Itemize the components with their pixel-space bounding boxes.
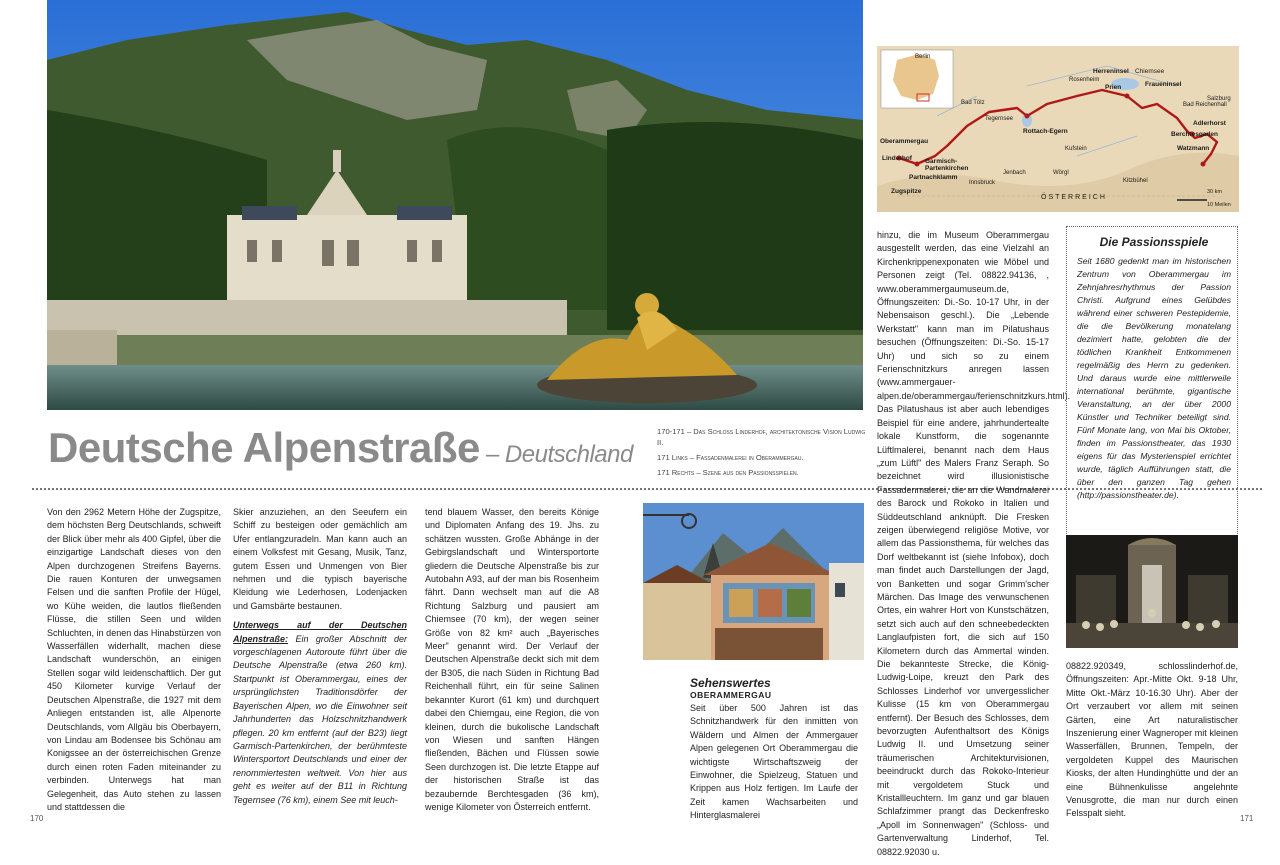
sehenswertes-heading: Sehenswertes	[690, 676, 771, 690]
map-label-kitzbuehel: Kitzbühel	[1123, 178, 1148, 184]
caption-3: 171 Rechts – Szene aus den Passionsspielen.	[657, 468, 799, 477]
map-label-partnachklamm: Partnachklamm	[909, 174, 958, 181]
map-label-chiemsee: Chiemsee	[1135, 68, 1165, 75]
map-label-innsbruck: Innsbruck	[969, 180, 996, 186]
map-label-oesterreich: ÖSTERREICH	[1041, 194, 1107, 201]
col5-paragraph: hinzu, die im Museum Oberammergau ausgestellt werden, das eine Vielzahl an Kirchenkrippenexponaten wie Möbel und Personen zeigt (Tel. 08822.94136, , www.oberammergaumuseum.de, Öffnungszeiten: Di.-So. 10-17 Uhr, in der Nebensaison geschl.). Die „Lebende Werkstatt" kann man im Pilatushaus besuchen (Öffnungszeiten: Di.-So. 15-17 Uhr) und sich so zu einem Ferienschnitzkurs anregen lassen (www.ammergauer-alpen.de/oberammergau/ferienschnitzkurs.html). Das Pilatushaus ist aber auch lebendiges Beispiel für eine andere, jahrhundertealte lokale Kunstform, die sogenannte Lüftlmalerei, benannt nach dem Haus „zum Lüftl" des Malers Franz Seraph. So bezeichnet wird illusionistische Fassadenmalerei, die an die Wandmalerei des Barock und Rokoko in Italien und Süddeutschland anknüpft. Die Fresken zeigen überwiegend religiöse Motive, vor allem das Passionsthema, für welches das Dorf weltbekannt ist (siehe Infobox), doch man findet auch Darstellungen der Jagd, von Banketten und sogar Grimm'scher Märchen. Das Image des verwunschenen Ortes, ein wahrer Hort von Kunstschätzen, setzt sich auch auf den schneebedeckten Langlaufpisten fort, die sich auf 150 Kilometern durch das Ammertal winden. Die bekannteste Strecke, die König-Ludwig-Loipe, kreuzt den Park des Schlosses Linderhof vor unvergesslicher Kulisse (15 km von Oberammergau entfernt). Der Besuch des Schlosses, dem bevorzugten Aufenthaltsort des Königs Ludwig II. und Umsetzung seiner träumerischen Architekturvisionen, beeindruckt durch das Rokoko-Interieur mit vergoldetem Stuck und Kristallleuchtern. Im ganz und gar blauen Schlafzimmer prangt das Deckenfresko „Apoll im Sonnenwagen" (Schloss- und Gartenverwaltung Linderhof, Tel. 08822.92030 u.	[877, 230, 1071, 857]
map-label-jenbach: Jenbach	[1003, 170, 1026, 176]
title-main: Deutsche Alpenstraße	[48, 424, 480, 471]
col6-paragraph: 08822.920349, schlosslinderhof.de, Öffnungszeiten: Apr.-Mitte Okt. 9-18 Uhr, Mitte Okt.-März 10-16.30 Uhr). Aber der Ort verzaubert vor allem mit seinen Gärten, eine Art naturalistischer Inszenierung einer Wagneroper mit kleinen Wasserfällen, Brunnen, Tempeln, der vergoldeten Kuppel des Maurischen Kiosks, der alten Hundinghütte und der an eine Bühnenkulisse angelehnte Venusgrotte, die man nur durch einen Felsspalt sieht.	[1066, 661, 1238, 819]
photo-captions	[657, 426, 867, 482]
map-label-rottach: Rottach-Egern	[1023, 128, 1068, 135]
map-label-badreichenhall: Bad Reichenhall	[1183, 102, 1227, 108]
text-column-2	[233, 506, 407, 813]
oberammergau-facade-photo	[643, 503, 864, 660]
map-label-garmisch: Garmisch-Partenkirchen	[925, 158, 969, 172]
map-label-oberammergau: Oberammergau	[880, 138, 929, 145]
map-label-herreninsel: Herreninsel	[1093, 68, 1129, 75]
col2-subheading: Unterwegs auf der Deutschen Alpenstraße:	[233, 620, 407, 644]
passion-play-photo	[1066, 535, 1238, 648]
col1-paragraph: Von den 2962 Metern Höhe der Zugspitze, dem höchsten Berg Deutschlands, schweift der Blick über mehr als 400 Gipfel, über die einzigartige Landschaft dieses von den Alpen durchzogenen Streifens Bayerns. Die rauen Konturen der unwegsamen Felsen und die sanften Profile der Hügel, wo Kühe weiden, die lautlos fließenden Flüsse, die stillen Seen und wilden Schluchten, in denen das Hinabstürzen von Wasserfällen widerhallt, machen diese Landschaft wunderschön, an einigen Stellen sogar wild leidenschaftlich. Der gut 450 Kilometer kurvige Verlauf der Deutschen Alpenstraße, die 1927 mit dem Anliegen entstanden ist, alle Alpenorte Deutschlands, vom Allgäu bis Oberbayern, von Lindau am Bodensee bis Schönau am Konigssee an der österreichischen Grenze durch einen roten Faden miteinander zu verbinden. Unterwegs hat man Gelegenheit, das Auto stehen zu lassen und stattdessen die	[47, 507, 221, 812]
text-column-3	[425, 506, 599, 820]
page-number-left: 170	[30, 814, 44, 823]
map-label-adlerhorst: Adlerhorst	[1193, 120, 1226, 127]
map-label-salzburg: Salzburg	[1207, 96, 1231, 102]
col3-paragraph: tend blauem Wasser, den bereits Könige und Diplomaten Anfang des 19. Jhs. zu schätzen wussten. Große Abhänge in der Gebirgslandschaft und Wintersportorte gliedern die Deutsche Alpenstraße bis zur Autobahn A93, auf der man bis Rosenheim fährt. Dann wechselt man auf die A8 Richtung Salzburg und pausiert am Chiemsee (70 km), der wegen seiner Größe von 82 km² auch „Bayerisches Meer" genannt wird. Der Verlauf der Deutschen Alpenstraße deckt sich mit dem der B305, die nach Süden in Richtung Bad Reichenhall führt, ein für seine Salinen bekannter Kurort (61 km) und durchquert dabei den Chiemgau, eine Region, die von kleinen, durch die bukolische Landschaft von Wiesen und sanften Hängen fließenden, Bächen und Flüssen sowie Seen durchzogen ist. Die letzte Etappe auf der historischen Straße ist das bezaubernde Berchtesgaden (36 km), wenige Kilometer von Österreich entfernt.	[425, 507, 599, 812]
title-sub: – Deutschland	[485, 441, 633, 468]
route-map	[877, 46, 1239, 212]
map-label-kufstein: Kufstein	[1065, 146, 1087, 152]
caption-2: 171 Links – Fassadenmalerei in Oberammergau.	[657, 453, 804, 462]
linderhof-photo	[47, 0, 863, 410]
col2-paragraph-a: Skier anzuziehen, an den Seeufern ein Schiff zu besteigen oder gemächlich am Ufer entlangzuradeln. Man kann auch an einem Volksfest mit Gesang, Musik, Tanz, gutem Essen und Unmengen von Bier nehmen und die typisch bayerische Kleidung wie Lederhosen, Lodenjacken und Gamsbärte bestaunen.	[233, 507, 407, 611]
map-label-woergl: Wörgl	[1053, 170, 1069, 176]
map-label-badtoelz: Bad Tölz	[961, 100, 985, 106]
col4-paragraph: Seit über 500 Jahren ist das Schnitzhandwerk für den inmitten von Wäldern und Almen der Ammergauer Alpen gelegenen Ort Oberammergau die wichtigste Wirtschaftszweig der Einwohner, die Spielzeug, Statuen und Krippen aus Holz fertigen. Im Laufe der Zeit kamen Wachsarbeiten und Hinterglasmalerei	[690, 703, 858, 821]
page-number-right: 171	[1240, 814, 1254, 823]
map-scale-miles: 10 Meilen	[1207, 202, 1231, 208]
map-label-zugspitze: Zugspitze	[891, 188, 922, 195]
map-label-berchtesgaden: Berchtesgaden	[1171, 131, 1218, 138]
caption-1: 170-171 – Das Schloss Linderhof, architektonische Vision Ludwig II.	[657, 427, 866, 447]
sehenswertes-place: OBERAMMERGAU	[690, 690, 772, 700]
map-label-rosenheim: Rosenheim	[1069, 77, 1100, 83]
col2-paragraph-b-text: Ein großer Abschnitt der vorgeschlagenen Autoroute führt über die Deutsche Alpenstraße (etwa 260 km). Startpunkt ist Oberammergau, eines der ursprünglichsten Traditionsdörfer der Bayerischen Alpen, wo die Einwohner seit Jahrhunderten das Holzschnitzhandwerk pflegen. 20 km entfernt (auf der B23) liegt Garmisch-Partenkirchen, der berühmteste Wintersportort Deutschlands und einer der renommiertesten weltweit. Von hier aus geht es weiter auf der B11 in Richtung Tegernsee (76 km), einem See mit leuch-	[233, 633, 407, 805]
text-column-6	[1066, 660, 1238, 827]
map-label-watzmann: Watzmann	[1177, 145, 1210, 152]
infobox-passionsspiele	[1066, 226, 1238, 556]
sehenswertes-section	[690, 676, 860, 703]
map-label-berlin: Berlin	[915, 54, 931, 60]
infobox-heading: Die Passionsspiele	[1099, 235, 1209, 249]
col2-paragraph-b	[233, 619, 407, 807]
text-column-5	[877, 229, 1071, 865]
map-label-prien: Prien	[1105, 84, 1122, 91]
page-title	[48, 424, 633, 472]
infobox-text: Seit 1680 gedenkt man im historischen Zentrum von Oberammergau im Zehnjahresrhythmus der Passion Christi. Aufgrund eines Gelübdes während einer schweren Pestepidemie, die die Bevölkerung monatelang dezimiert hatte, gelobten die der tödlichen Krankheit Entkommenen regelmäßig des Herrn zu gedenken. Und daraus wurde eine mittlerweile international berühmte, gigantische Veranstaltung, an der über 2000 Künstler und Techniker beteiligt sind. Fünf Monate lang, von Mai bis Oktober, finden im Passionstheater, das 1930 eigens für das Mysterienspiel errichtet wurde, täglich Aufführungen statt, die über den ganzen Tag gehen (http://passionstheater.de).	[1077, 256, 1231, 500]
map-label-tegernsee: Tegernsee	[985, 116, 1014, 122]
map-label-fraueninsel: Fraueninsel	[1145, 81, 1182, 88]
text-column-1	[47, 506, 221, 820]
map-label-linderhof: Linderhof	[882, 155, 912, 162]
map-scale-km: 30 km	[1207, 189, 1222, 195]
text-column-4	[690, 702, 858, 829]
